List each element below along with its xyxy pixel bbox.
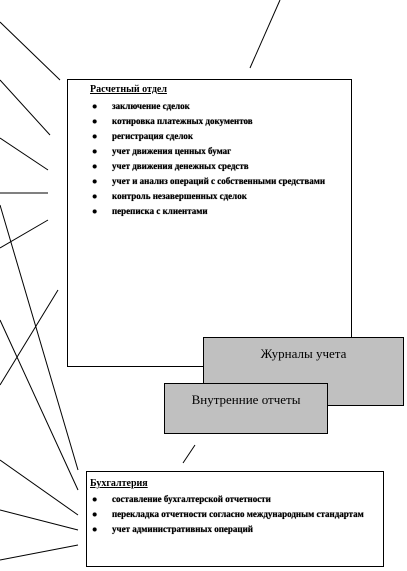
bullet-dot-icon: ● <box>92 494 98 504</box>
settlement-department-title: Расчетный отдел <box>90 84 167 95</box>
list-item-text: контроль незавершенных сделок <box>112 191 247 201</box>
bullet-dot-icon: ● <box>92 101 98 111</box>
list-item <box>90 146 341 157</box>
list-item <box>90 116 341 127</box>
internal-reports-box <box>164 383 328 434</box>
internal-reports-label: Внутренние отчеты <box>191 392 301 407</box>
accounting-box <box>86 471 384 567</box>
list-item-text: переписка с клиентами <box>112 206 208 216</box>
bullet-dot-icon: ● <box>92 176 98 186</box>
bullet-dot-icon: ● <box>92 509 98 519</box>
accounting-title: Бухгалтерия <box>90 478 148 489</box>
list-item-text: учет и анализ операций с собственными средствами <box>112 176 326 186</box>
list-item <box>90 206 341 217</box>
list-item-text: заключение сделок <box>112 101 190 111</box>
list-item <box>90 524 375 535</box>
list-item-text: учет движения ценных бумаг <box>112 146 232 156</box>
connector-line <box>0 545 78 560</box>
list-item-text: регистрация сделок <box>112 131 194 141</box>
bullet-dot-icon: ● <box>92 206 98 216</box>
list-item <box>90 494 375 505</box>
bullet-dot-icon: ● <box>92 191 98 201</box>
list-item <box>90 161 341 172</box>
connector-line <box>0 510 78 530</box>
list-item-text: составление бухгалтерской отчетности <box>112 494 271 504</box>
connector-line <box>250 0 280 68</box>
connector-line <box>0 220 48 248</box>
list-item <box>90 131 341 142</box>
connector-line <box>183 445 195 463</box>
list-item-text: перекладка отчетности согласно международным стандартам <box>112 509 364 519</box>
list-item <box>90 101 341 112</box>
accounting-task-list <box>90 494 375 535</box>
bullet-dot-icon: ● <box>92 161 98 171</box>
list-item-text: котировка платежных документов <box>112 116 253 126</box>
settlement-department-box <box>67 79 352 367</box>
list-item-text: учет административных операций <box>112 524 253 534</box>
list-item-text: учет движения денежных средств <box>112 161 249 171</box>
connector-line <box>0 460 78 515</box>
bullet-dot-icon: ● <box>92 116 98 126</box>
connector-line <box>0 22 60 80</box>
connector-line <box>0 80 50 135</box>
list-item <box>90 509 375 520</box>
list-item <box>90 176 341 187</box>
bullet-dot-icon: ● <box>92 131 98 141</box>
journals-label: Журналы учета <box>260 346 347 361</box>
settlement-task-list <box>90 101 341 217</box>
bullet-dot-icon: ● <box>92 146 98 156</box>
list-item <box>90 191 341 202</box>
connector-line <box>0 138 48 170</box>
bullet-dot-icon: ● <box>92 524 98 534</box>
